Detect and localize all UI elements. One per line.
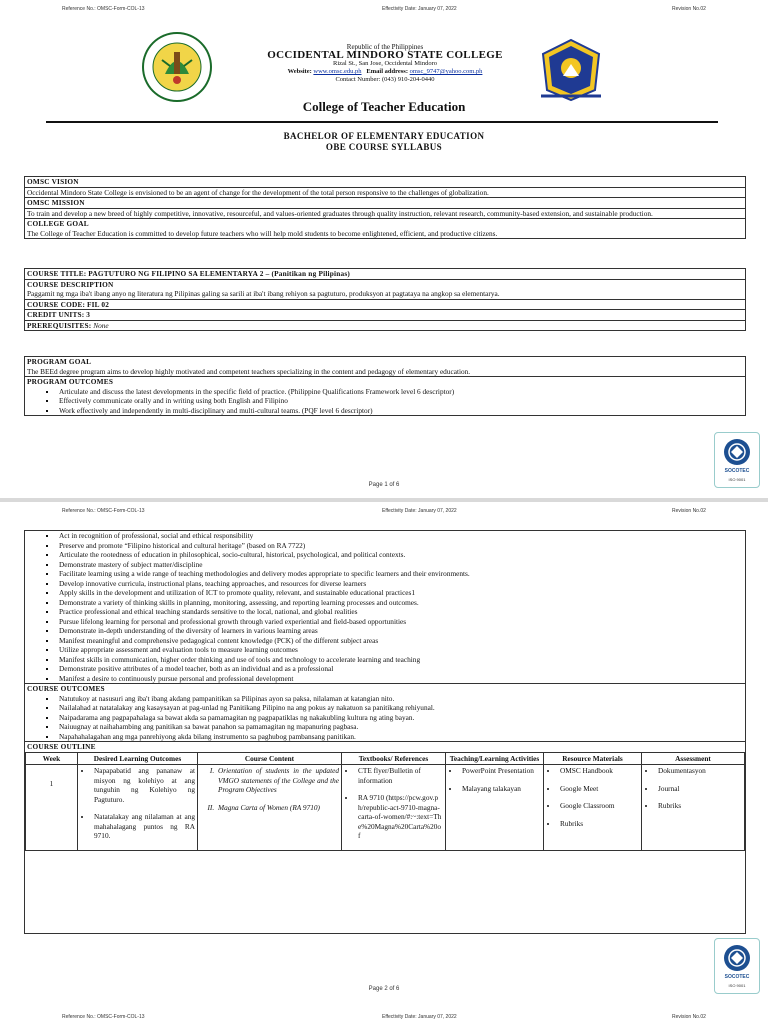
list-item: ▪ Facilitate learning using a wide range of teaching methodologies and delivery modes appropriate to specific learners and their environments. bbox=[57, 569, 743, 579]
page-3 bbox=[0, 1012, 768, 1024]
list-item: ▪ Preserve and promote “Filipino historical and cultural heritage” (based on RA 7722) bbox=[57, 541, 743, 551]
program-outcomes-list-2 bbox=[27, 531, 743, 683]
list-item: ▪ Apply skills in the development and utilization of ICT to promote quality, relevant, and sustainable educational practices1 bbox=[57, 588, 743, 598]
list-item: ▪ Develop innovative curricula, instructional plans, teaching approaches, and resources for diverse learners bbox=[57, 579, 743, 589]
list-item: ▪ Effectively communicate orally and in writing using both English and Filipino bbox=[57, 396, 743, 406]
list-item: ▪ Articulate and discuss the latest developments in the specific field of practice. (Philippine Qualifications Framework level 6 descriptor) bbox=[57, 387, 743, 397]
table-header-row bbox=[26, 752, 745, 765]
list-item: • Natatalakay ang nilalaman at ang mahahalagang puntos ng RA 9710. bbox=[92, 812, 195, 841]
degree-title: BACHELOR OF ELEMENTARY EDUCATION bbox=[283, 131, 485, 141]
mission-heading: OMSC MISSION bbox=[27, 198, 85, 207]
page-1-footer: Page 1 of 6 bbox=[368, 482, 400, 488]
course-outcomes-heading: COURSE OUTCOMES bbox=[27, 684, 105, 693]
list-item: • Dokumentasyon bbox=[656, 766, 742, 776]
program-outcomes-list-1 bbox=[27, 387, 743, 416]
list-item: ▪ Work effectively and independently in multi-disciplinary and multi-cultural teams. (PQF level 6 descriptor) bbox=[57, 406, 743, 416]
page-2 bbox=[0, 502, 768, 1012]
effectivity-date: Effectivity Date: January 07, 2022 bbox=[382, 1014, 457, 1020]
list-item: ▪ Demonstrate in-depth understanding of the diversity of learners in various learning areas bbox=[57, 626, 743, 636]
list-item: ▪ Utilize appropriate assessment and evaluation tools to measure learning outcomes bbox=[57, 645, 743, 655]
socotec-certification-badge bbox=[714, 432, 760, 488]
course-title: PAGTUTURO NG FILIPINO SA ELEMENTARYA 2 – (Panitikan ng Pilipinas) bbox=[88, 269, 351, 278]
list-item: ▪ Naipadarama ang pagpapahalaga sa bawat akda sa pamamagitan ng pagpapatiklas ng nakakubling kultura ng ating bayan. bbox=[57, 713, 743, 723]
email-link[interactable]: omsc_9747@yahoo.com.ph bbox=[409, 68, 483, 75]
course-outline-heading: COURSE OUTLINE bbox=[27, 742, 96, 751]
vision-text: Occidental Mindoro State College is envisioned to be an agent of change for the development of the total person responsive to the challenges of globalization. bbox=[25, 188, 745, 199]
outcomes-cell bbox=[78, 765, 198, 851]
column-header: Textbooks/ References bbox=[342, 752, 446, 765]
outcomes-outline-box bbox=[24, 530, 746, 934]
resources-cell bbox=[544, 765, 642, 851]
list-item: II. Magna Carta of Women (RA 9710) bbox=[216, 803, 339, 813]
goal-section bbox=[25, 219, 745, 238]
list-item: • Journal bbox=[656, 784, 742, 794]
list-item: ▪ Natutukoy at nasusuri ang iba't ibang akdang pampanitikan sa Pilipinas ayon sa paksa, nilalaman at katangian nito. bbox=[57, 694, 743, 704]
program-goal-section bbox=[25, 357, 745, 377]
list-item: • PowerPoint Presentation bbox=[460, 766, 541, 776]
references-cell bbox=[342, 765, 446, 851]
reference-number: Reference No.: OMSC-Form-COL-13 bbox=[62, 6, 145, 12]
mission-section bbox=[25, 198, 745, 209]
list-item: ▪ Pursue lifelong learning for personal and professional growth through varied experiential and field-based opportunities bbox=[57, 617, 743, 627]
prerequisites-row bbox=[25, 321, 745, 331]
list-item: • Rubriks bbox=[558, 819, 639, 829]
content-cell bbox=[198, 765, 342, 851]
revision-number: Revision No.02 bbox=[672, 508, 706, 514]
activities-cell bbox=[446, 765, 544, 851]
list-item: • Google Classroom bbox=[558, 801, 639, 811]
list-item: I. Orientation of students in the updated VMGO statements of the College and the Program Objectives bbox=[216, 766, 339, 795]
course-title-label: COURSE TITLE: bbox=[27, 269, 87, 278]
list-item: ▪ Articulate the rootedness of education in philosophical, socio-cultural, historical, psychological, and political contexts. bbox=[57, 550, 743, 560]
course-title-row bbox=[25, 269, 745, 280]
website-label: Website: bbox=[287, 68, 312, 75]
list-item: • Napapabatid ang pananaw at misyon ng kolehiyo at ang tunguhin ng Kolehiyo ng Pagtuturo. bbox=[92, 766, 195, 804]
course-outcomes-list bbox=[27, 694, 743, 742]
credit-units-row bbox=[25, 310, 745, 321]
reference-link[interactable]: • RA 9710 (https://pcw.gov.ph/republic-act-9710-magna-carta-of-women/#:~:text=The%20Magna%20Carta%20of bbox=[356, 793, 443, 841]
list-item: • Rubriks bbox=[656, 801, 742, 811]
page-header bbox=[0, 6, 768, 16]
program-outcomes-section bbox=[25, 377, 745, 415]
course-description-label: COURSE DESCRIPTION bbox=[27, 279, 114, 289]
program-goal-text: The BEEd degree program aims to develop highly motivated and competent teachers specializing in the content and pedagogy of elementary education. bbox=[27, 366, 471, 376]
course-outline-table bbox=[25, 752, 745, 851]
website-email-line bbox=[220, 68, 550, 75]
header-divider bbox=[46, 121, 718, 123]
course-description: Paggamit ng mga iba't ibang anyo ng literatura ng Pilipinas galing sa sarili at iba't ibang rehiyon sa pagtuturo, produksyon at pagtataya na angkop sa elementarya. bbox=[27, 289, 500, 298]
page-header bbox=[0, 1014, 768, 1024]
iso-label: ISO 9001 bbox=[728, 983, 746, 988]
page-1 bbox=[0, 0, 768, 498]
list-item: ▪ Practice professional and ethical teaching standards sensitive to the local, national, and global realities bbox=[57, 607, 743, 617]
program-outcomes-heading: PROGRAM OUTCOMES bbox=[27, 377, 114, 386]
goal-heading: COLLEGE GOAL bbox=[27, 219, 89, 228]
website-link[interactable]: www.omsc.edu.ph bbox=[313, 68, 362, 75]
credit-units: 3 bbox=[86, 310, 91, 319]
reference-number: Reference No.: OMSC-Form-COL-13 bbox=[62, 508, 145, 514]
list-item: ▪ Naiuugnay at naihahambing ang panitikan sa bawat panahon sa pamamagitan ng mapanuring pagbasa. bbox=[57, 722, 743, 732]
page-2-footer: Page 2 of 6 bbox=[368, 986, 400, 992]
republic-line: Republic of the Philippines bbox=[346, 43, 424, 51]
page-header bbox=[0, 508, 768, 518]
prerequisites: None bbox=[93, 320, 109, 330]
effectivity-date: Effectivity Date: January 07, 2022 bbox=[382, 508, 457, 514]
list-item: ▪ Act in recognition of professional, social and ethical responsibility bbox=[57, 531, 743, 541]
vmg-box bbox=[24, 176, 746, 239]
column-header: Teaching/Learning Activities bbox=[446, 752, 544, 765]
list-item: ▪ Manifest skills in communication, higher order thinking and use of tools and technology to accelerate learning and teaching bbox=[57, 655, 743, 665]
assessment-cell bbox=[642, 765, 745, 851]
school-name: OCCIDENTAL MINDORO STATE COLLEGE bbox=[267, 49, 503, 61]
list-item: ▪ Demonstrate mastery of subject matter/discipline bbox=[57, 560, 743, 570]
list-item: ▪ Manifest meaningful and comprehensive pedagogical content knowledge (PCK) of the different subject areas bbox=[57, 636, 743, 646]
reference-number: Reference No.: OMSC-Form-COL-13 bbox=[62, 1014, 145, 1020]
revision-number: Revision No.02 bbox=[672, 6, 706, 12]
column-header: Resource Materials bbox=[544, 752, 642, 765]
socotec-brand: SOCOTEC bbox=[724, 974, 750, 980]
course-info-box bbox=[24, 268, 746, 331]
column-header: Course Content bbox=[198, 752, 342, 765]
course-outline-section bbox=[25, 742, 745, 752]
program-box bbox=[24, 356, 746, 416]
revision-number: Revision No.02 bbox=[672, 1014, 706, 1020]
list-item: ▪ Manifest a desire to continuously pursue personal and professional development bbox=[57, 674, 743, 684]
contact-number: Contact Number: (043) 910-204-0440 bbox=[335, 76, 435, 83]
credit-units-label: CREDIT UNITS: bbox=[27, 310, 85, 319]
syllabus-title: OBE COURSE SYLLABUS bbox=[325, 142, 443, 152]
table-row bbox=[26, 765, 745, 851]
course-description-row bbox=[25, 280, 745, 300]
effectivity-date: Effectivity Date: January 07, 2022 bbox=[382, 6, 457, 12]
list-item: ▪ Demonstrate a variety of thinking skills in planning, monitoring, assessing, and reporting learning processes and outcomes. bbox=[57, 598, 743, 608]
course-outcomes-section bbox=[25, 684, 745, 742]
column-header: Desired Learning Outcomes bbox=[78, 752, 198, 765]
email-label: Email address: bbox=[366, 68, 408, 75]
list-item: ▪ Napahahalagahan ang mga panrehiyong akda bilang instrumento sa paghubog pambansang panitikan. bbox=[57, 732, 743, 742]
school-address: Rizal St., San Jose, Occidental Mindoro bbox=[333, 60, 437, 67]
course-code: FIL 02 bbox=[86, 299, 110, 309]
list-item: • OMSC Handbook bbox=[558, 766, 639, 776]
column-header: Week bbox=[26, 752, 78, 765]
cte-logo bbox=[537, 36, 605, 104]
program-outcomes-continued bbox=[25, 531, 745, 684]
column-header: Assessment bbox=[642, 752, 745, 765]
vision-section bbox=[25, 177, 745, 188]
course-code-row bbox=[25, 300, 745, 311]
college-title: College of Teacher Education bbox=[302, 99, 466, 114]
week-cell: 1 bbox=[26, 765, 78, 851]
socotec-brand: SOCOTEC bbox=[724, 468, 750, 474]
prerequisites-label: PREREQUISITES: bbox=[27, 320, 92, 330]
program-goal-heading: PROGRAM GOAL bbox=[27, 357, 92, 366]
list-item: • Malayang talakayan bbox=[460, 784, 541, 794]
vision-heading: OMSC VISION bbox=[27, 177, 79, 186]
list-item: • CTE flyer/Bulletin of information bbox=[356, 766, 443, 785]
mission-text: To train and develop a new breed of highly competitive, innovative, resourceful, and values-oriented graduates through quality instruction, relevant research, community-based extension, and sustainable production. bbox=[25, 209, 745, 220]
iso-label: ISO 9001 bbox=[728, 477, 746, 482]
list-item: ▪ Nailalahad at natatalakay ang kasaysayan at pag-unlad ng Panitikang Pilipino na ang pokus ay nakatuon sa panitikang rehiyunal. bbox=[57, 703, 743, 713]
course-code-label: COURSE CODE: bbox=[27, 299, 86, 309]
list-item: ▪ Demonstrate positive attributes of a model teacher, both as an individual and as a professional bbox=[57, 664, 743, 674]
goal-text: The College of Teacher Education is committed to develop future teachers who will help mold students to become enlightened, efficient, and productive citizens. bbox=[27, 228, 498, 238]
list-item: • Google Meet bbox=[558, 784, 639, 794]
omsc-seal-logo bbox=[140, 30, 214, 104]
